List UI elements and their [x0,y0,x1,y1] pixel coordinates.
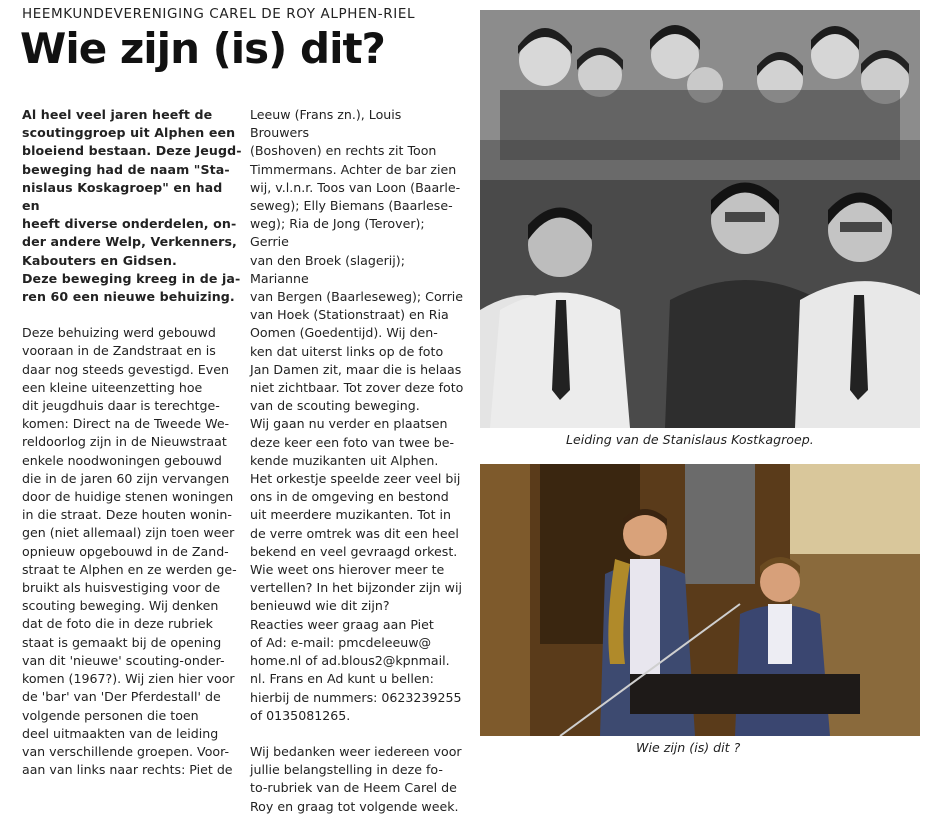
page-title: Wie zijn (is) dit? [20,24,385,73]
musicians-photo-illustration [480,464,920,736]
photo-caption-1: Leiding van de Stanislaus Kostkagroep. [566,432,814,447]
article-paragraph-4: Wij bedanken weer iedereen voor jullie belangstelling in deze fo- to-rubriek van de Heem Carel de Roy en graag tot volgende week. [250,743,462,814]
article-paragraph-1: Leeuw (Frans zn.), Louis Brouwers (Boshoven) en rechts zit Toon Timmermans. Achter de bar zien wij, v.l.n.r. Toos van Loon (Baarle- seweg); Elly Biemans (Baarlese- weg); Ria de Jong (Terover); Gerrie van den Broek (slagerij); Marianne van Bergen (Baarleseweg); Corrie van Hoek (Stationstraat) en Ria Oomen (Goedentijd). Wij den- ken dat uiterst links op de foto Jan Damen zit, maar die is helaas niet zichtbaar. Tot zover deze foto van de scouting beweging. [250,107,464,414]
article-column-2 [250,106,464,816]
article-paragraph-3: Reacties weer graag aan Piet of Ad: e-mail: pmcdeleeuw@ home.nl of ad.blous2@kpnmail. nl. Frans en Ad kunt u bellen: hierbij de nummers: 0623239255 of 0135081265. [250,616,462,723]
section-kicker: HEEMKUNDEVERENIGING CAREL DE ROY ALPHEN-RIEL [22,6,416,22]
photo-caption-2: Wie zijn (is) dit ? [636,740,741,755]
musicians-photo [480,464,920,736]
article-body-1: Deze behuizing werd gebouwd vooraan in de Zandstraat en is daar nog steeds gevestigd. Even een kleine uiteenzetting hoe dit jeugdhuis daar is terechtge- komen: Direct na de Tweede We- reldoorlog zijn in de Nieuwstraat enkele noodwoningen gebouwd die in de jaren 60 zijn vervangen door de huidige stenen woningen in die straat. Deze houten wonin- gen (niet allemaal) zijn toen weer opnieuw opgebouwd in de Zand- straat te Alphen en ze werden ge- bruikt als huisvestiging voor de scouting beweging. Wij denken dat de foto die in deze rubriek staat is gemaakt bij de opening van dit 'nieuwe' scouting-onder- komen (1967?). Wij zien hier voor de 'bar' van 'Der Pferdestall' de volgende personen die toen deel uitmaakten van de leiding van verschillende groepen. Voor- aan van links naar rechts: Piet de [22,325,237,778]
scouting-group-photo-illustration [480,10,920,428]
article-intro: Al heel veel jaren heeft de scoutinggroep uit Alphen een bloeiend bestaan. Deze Jeugd- beweging had de naam "Sta- nislaus Koskagroep" en had en heeft diverse onderdelen, on- der andere Welp, Verkenners, Kabouters en Gidsen. Deze beweging kreeg in de ja- ren 60 een nieuwe behuizing. [22,107,242,305]
article-column-1 [22,106,244,779]
scouting-group-photo [480,10,920,428]
article-paragraph-2: Wij gaan nu verder en plaatsen deze keer een foto van twee be- kende muzikanten uit Alphen. Het orkestje speelde zeer veel bij ons in de omgeving en bestond uit meerdere muzikanten. Tot in de verre omtrek was dit een heel bekend en veel gevraagd orkest. Wie weet ons hierover meer te vertellen? In het bijzonder zijn wij benieuwd wie dit zijn? [250,416,462,614]
